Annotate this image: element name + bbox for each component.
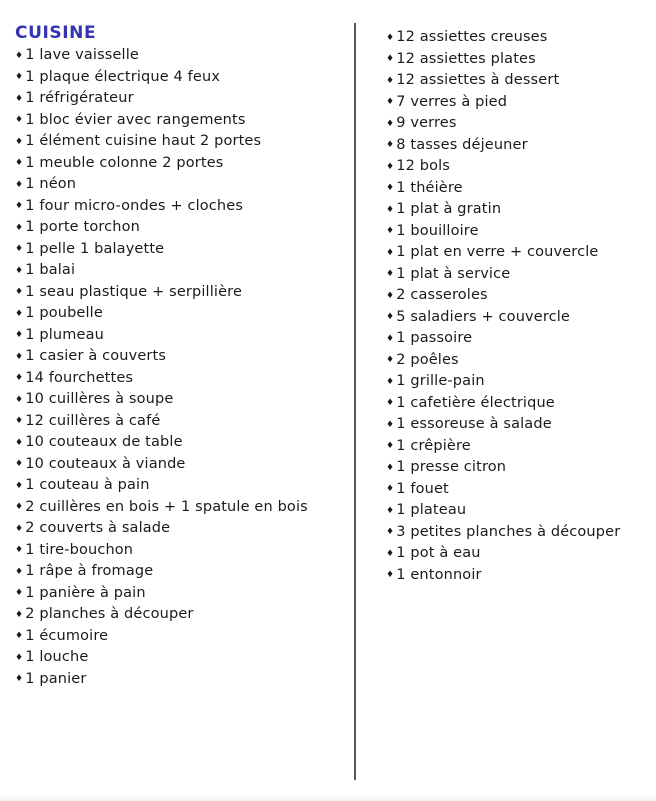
item-text: 1 pelle 1 balayette — [25, 240, 165, 257]
item-text: 14 fourchettes — [25, 369, 134, 386]
item-text: 1 plaque électrique 4 feux — [25, 68, 221, 85]
item-text: 1 couteau à pain — [25, 477, 150, 493]
diamond-bullet-icon: ♦ — [15, 158, 24, 168]
item-text: 1 élément cuisine haut 2 portes — [25, 133, 262, 149]
item-text: 1 néon — [25, 176, 77, 192]
diamond-bullet-icon: ♦ — [386, 505, 395, 516]
diamond-bullet-icon: ♦ — [386, 484, 395, 494]
list-item — [386, 242, 652, 264]
item-text: 1 plat à gratin — [396, 201, 502, 217]
item-text: 5 saladiers + couvercle — [396, 308, 570, 325]
list-item — [15, 217, 350, 239]
item-text: 1 bloc évier avec rangements — [25, 111, 246, 128]
item-text: 1 plat en verre + couvercle — [396, 244, 599, 260]
list-item — [15, 368, 350, 390]
list-item — [15, 88, 350, 110]
list-item — [15, 454, 350, 476]
list-item — [15, 475, 350, 497]
item-text: 1 panière à pain — [25, 584, 146, 601]
diamond-bullet-icon: ♦ — [386, 97, 395, 107]
item-text: 1 écumoire — [25, 627, 109, 644]
diamond-bullet-icon: ♦ — [15, 244, 24, 254]
diamond-bullet-icon: ♦ — [15, 201, 24, 211]
diamond-bullet-icon: ♦ — [386, 290, 395, 301]
list-item — [15, 561, 350, 583]
right-column — [386, 27, 652, 586]
list-item — [15, 282, 350, 304]
list-item — [386, 221, 652, 243]
diamond-bullet-icon: ♦ — [15, 308, 24, 319]
diamond-bullet-icon: ♦ — [15, 437, 24, 448]
diamond-bullet-icon: ♦ — [386, 376, 395, 387]
list-item — [15, 346, 350, 368]
item-text: 10 couteaux de table — [25, 434, 183, 450]
item-text: 1 grille-pain — [396, 373, 485, 389]
list-item — [386, 27, 652, 49]
diamond-bullet-icon: ♦ — [15, 136, 24, 147]
diamond-bullet-icon: ♦ — [386, 247, 395, 258]
item-text: 2 poêles — [396, 351, 459, 368]
list-item — [15, 325, 350, 347]
diamond-bullet-icon: ♦ — [15, 287, 24, 297]
diamond-bullet-icon: ♦ — [15, 631, 24, 641]
list-item — [386, 178, 652, 200]
item-text: 12 cuillères à café — [25, 412, 161, 429]
list-item — [386, 457, 652, 479]
list-item — [15, 497, 350, 519]
item-text: 1 balai — [25, 262, 76, 278]
item-text: 12 assiettes creuses — [396, 29, 548, 45]
item-text: 1 panier — [25, 670, 87, 687]
item-text: 1 entonnoir — [396, 566, 482, 583]
diamond-bullet-icon: ♦ — [15, 373, 24, 383]
diamond-bullet-icon: ♦ — [386, 269, 395, 279]
item-text: 1 plat à service — [396, 265, 511, 282]
diamond-bullet-icon: ♦ — [15, 222, 24, 233]
list-item — [386, 285, 652, 307]
diamond-bullet-icon: ♦ — [386, 161, 395, 172]
list-item — [15, 196, 350, 218]
item-text: 1 théière — [396, 179, 463, 196]
diamond-bullet-icon: ♦ — [15, 416, 24, 426]
diamond-bullet-icon: ♦ — [15, 330, 24, 340]
item-text: 1 presse citron — [396, 459, 507, 475]
list-item — [15, 647, 350, 669]
item-text: 1 poubelle — [25, 305, 103, 321]
list-item — [386, 328, 652, 350]
item-text: 2 casseroles — [396, 287, 488, 303]
list-item — [386, 522, 652, 544]
list-item — [15, 67, 350, 89]
diamond-bullet-icon: ♦ — [15, 93, 24, 104]
item-text: 10 couteaux à viande — [25, 455, 186, 472]
right-column-list — [386, 27, 652, 586]
list-item — [15, 174, 350, 196]
diamond-bullet-icon: ♦ — [386, 548, 395, 559]
list-item — [15, 669, 350, 691]
item-text: 1 louche — [25, 649, 89, 665]
list-item — [386, 565, 652, 587]
item-text: 12 assiettes à dessert — [396, 72, 560, 88]
list-item — [386, 199, 652, 221]
diamond-bullet-icon: ♦ — [15, 480, 24, 491]
diamond-bullet-icon: ♦ — [15, 674, 24, 684]
item-text: 2 planches à découper — [25, 606, 194, 622]
list-item — [386, 371, 652, 393]
item-text: 1 plumeau — [25, 326, 104, 343]
item-text: 1 râpe à fromage — [25, 563, 154, 579]
list-item — [386, 543, 652, 565]
diamond-bullet-icon: ♦ — [15, 50, 24, 61]
item-text: 9 verres — [396, 115, 457, 131]
scan-shadow-artifact — [0, 794, 656, 801]
item-text: 1 cafetière électrique — [396, 394, 555, 411]
list-item — [15, 260, 350, 282]
item-text: 1 tire-bouchon — [25, 541, 134, 558]
diamond-bullet-icon: ♦ — [15, 566, 24, 577]
diamond-bullet-icon: ♦ — [15, 545, 24, 555]
diamond-bullet-icon: ♦ — [386, 118, 395, 129]
list-item — [15, 411, 350, 433]
list-item — [15, 432, 350, 454]
diamond-bullet-icon: ♦ — [386, 398, 395, 408]
diamond-bullet-icon: ♦ — [15, 394, 24, 405]
list-item — [15, 540, 350, 562]
list-item — [386, 113, 652, 135]
list-item — [15, 45, 350, 67]
diamond-bullet-icon: ♦ — [15, 265, 24, 276]
diamond-bullet-icon: ♦ — [386, 183, 395, 193]
diamond-bullet-icon: ♦ — [15, 652, 24, 663]
list-item — [15, 604, 350, 626]
diamond-bullet-icon: ♦ — [386, 355, 395, 365]
item-text: 1 four micro-ondes + cloches — [25, 197, 244, 214]
diamond-bullet-icon: ♦ — [15, 609, 24, 620]
item-text: 2 cuillères en bois + 1 spatule en bois — [25, 498, 308, 515]
list-item — [386, 307, 652, 329]
list-item — [386, 479, 652, 501]
column-divider — [354, 23, 356, 780]
list-item — [386, 500, 652, 522]
item-text: 7 verres à pied — [396, 93, 508, 110]
list-item — [386, 414, 652, 436]
item-text: 1 seau plastique + serpillière — [25, 283, 243, 300]
list-item — [15, 131, 350, 153]
item-text: 1 crêpière — [396, 437, 471, 454]
page-title: CUISINE — [15, 23, 97, 43]
list-item — [15, 626, 350, 648]
diamond-bullet-icon: ♦ — [386, 54, 395, 64]
item-text: 1 fouet — [396, 480, 449, 497]
list-item — [386, 393, 652, 415]
list-item — [386, 264, 652, 286]
left-column-list — [15, 45, 350, 690]
item-text: 1 lave vaisselle — [25, 47, 139, 63]
diamond-bullet-icon: ♦ — [386, 226, 395, 236]
item-text: 10 cuillères à soupe — [25, 391, 174, 407]
item-text: 1 bouilloire — [396, 222, 479, 239]
list-item — [15, 153, 350, 175]
diamond-bullet-icon: ♦ — [386, 140, 395, 150]
list-item — [386, 436, 652, 458]
list-item — [15, 239, 350, 261]
list-item — [386, 350, 652, 372]
list-item — [15, 389, 350, 411]
item-text: 1 meuble colonne 2 portes — [25, 154, 224, 171]
list-item — [386, 135, 652, 157]
diamond-bullet-icon: ♦ — [386, 441, 395, 451]
list-item — [386, 156, 652, 178]
item-text: 1 pot à eau — [396, 545, 481, 561]
diamond-bullet-icon: ♦ — [386, 32, 395, 43]
diamond-bullet-icon: ♦ — [386, 204, 395, 215]
list-item — [15, 518, 350, 540]
list-item — [386, 49, 652, 71]
diamond-bullet-icon: ♦ — [386, 75, 395, 86]
diamond-bullet-icon: ♦ — [386, 312, 395, 322]
diamond-bullet-icon: ♦ — [386, 419, 395, 430]
list-item — [15, 110, 350, 132]
diamond-bullet-icon: ♦ — [15, 523, 24, 534]
list-item — [15, 303, 350, 325]
item-text: 2 couverts à salade — [25, 520, 171, 536]
diamond-bullet-icon: ♦ — [386, 570, 395, 580]
diamond-bullet-icon: ♦ — [386, 527, 395, 537]
item-text: 1 passoire — [396, 330, 473, 346]
diamond-bullet-icon: ♦ — [15, 72, 24, 82]
list-item — [386, 70, 652, 92]
item-text: 12 bols — [396, 158, 450, 174]
item-text: 8 tasses déjeuner — [396, 136, 528, 153]
item-text: 3 petites planches à découper — [396, 523, 621, 540]
list-item — [386, 92, 652, 114]
diamond-bullet-icon: ♦ — [386, 462, 395, 473]
diamond-bullet-icon: ♦ — [386, 333, 395, 344]
left-column — [15, 22, 350, 690]
diamond-bullet-icon: ♦ — [15, 115, 24, 125]
diamond-bullet-icon: ♦ — [15, 179, 24, 190]
item-text: 1 essoreuse à salade — [396, 416, 552, 432]
diamond-bullet-icon: ♦ — [15, 502, 24, 512]
item-text: 1 casier à couverts — [25, 348, 167, 364]
diamond-bullet-icon: ♦ — [15, 588, 24, 598]
item-text: 1 plateau — [396, 502, 467, 518]
list-item — [15, 583, 350, 605]
item-text: 1 réfrigérateur — [25, 90, 134, 106]
diamond-bullet-icon: ♦ — [15, 351, 24, 362]
diamond-bullet-icon: ♦ — [15, 459, 24, 469]
item-text: 1 porte torchon — [25, 219, 140, 235]
item-text: 12 assiettes plates — [396, 50, 536, 67]
